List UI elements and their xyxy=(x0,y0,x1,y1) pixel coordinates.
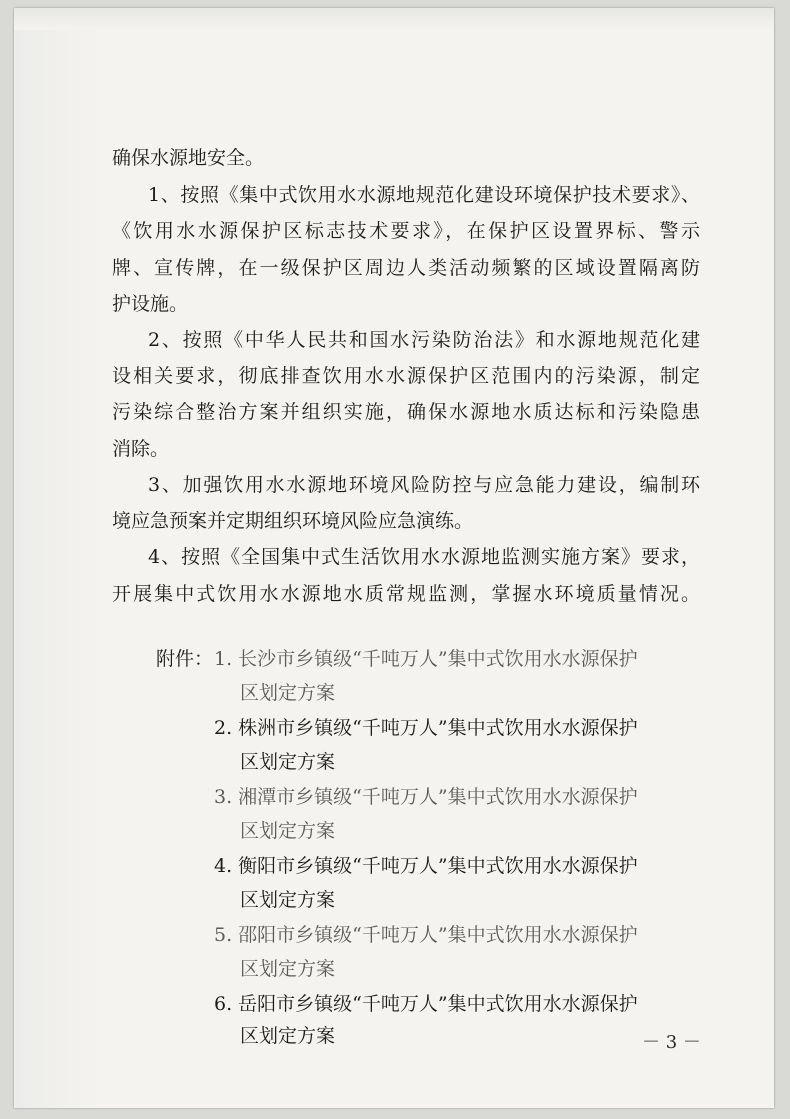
attachment-1-line2: 区划定方案 xyxy=(240,682,336,704)
item2-line2: 设相关要求，彻底排查饮用水水源保护区范围内的污染源，制定 xyxy=(112,365,700,387)
item4-line1: 4、按照《全国集中式生活饮用水水源地监测实施方案》要求， xyxy=(148,546,700,568)
intro-line: 确保水源地安全。 xyxy=(112,147,265,169)
attachment-2-line2: 区划定方案 xyxy=(240,751,336,773)
item2-line4: 消除。 xyxy=(112,438,170,460)
attachment-4-line1: 4. 衡阳市乡镇级“千吨万人”集中式饮用水水源保护 xyxy=(214,855,638,877)
page-number: － 3 － xyxy=(642,1032,701,1053)
scan-shadow-top xyxy=(14,8,774,30)
item1-line2: 《饮用水水源保护区标志技术要求》，在保护区设置界标、警示 xyxy=(112,220,700,242)
item3-line1: 3、加强饮用水水源地环境风险防控与应急能力建设，编制环 xyxy=(148,474,700,496)
attachment-2-line1: 2. 株洲市乡镇级“千吨万人”集中式饮用水水源保护 xyxy=(214,717,638,739)
attachment-5-line1: 5. 邵阳市乡镇级“千吨万人”集中式饮用水水源保护 xyxy=(214,924,638,946)
attachment-5-line2: 区划定方案 xyxy=(240,958,336,980)
item1-line4: 护设施。 xyxy=(112,293,189,315)
item4-line2: 开展集中式饮用水水源地水质常规监测，掌握水环境质量情况。 xyxy=(112,583,700,605)
document-page xyxy=(14,8,774,1108)
attachment-6-line2: 区划定方案 xyxy=(240,1025,336,1047)
attachment-3-line2: 区划定方案 xyxy=(240,820,336,842)
item2-line3: 污染综合整治方案并组织实施，确保水源地水质达标和污染隐患 xyxy=(112,401,700,423)
item1-line3: 牌、宣传牌，在一级保护区周边人类活动频繁的区域设置隔离防 xyxy=(112,257,700,279)
attachment-6-line1: 6. 岳阳市乡镇级“千吨万人”集中式饮用水水源保护 xyxy=(214,993,638,1015)
item3-line2: 境应急预案并定期组织环境风险应急演练。 xyxy=(112,510,474,532)
attachment-4-line2: 区划定方案 xyxy=(240,889,336,911)
scan-shadow-left xyxy=(14,8,100,1108)
item1-line1: 1、按照《集中式饮用水水源地规范化建设环境保护技术要求》、 xyxy=(148,184,700,206)
attachment-3-line1: 3. 湘潭市乡镇级“千吨万人”集中式饮用水水源保护 xyxy=(214,786,638,808)
attachments-label: 附件： xyxy=(156,648,214,670)
attachment-1-line1: 1. 长沙市乡镇级“千吨万人”集中式饮用水水源保护 xyxy=(214,648,638,670)
item2-line1: 2、按照《中华人民共和国水污染防治法》和水源地规范化建 xyxy=(148,329,700,351)
